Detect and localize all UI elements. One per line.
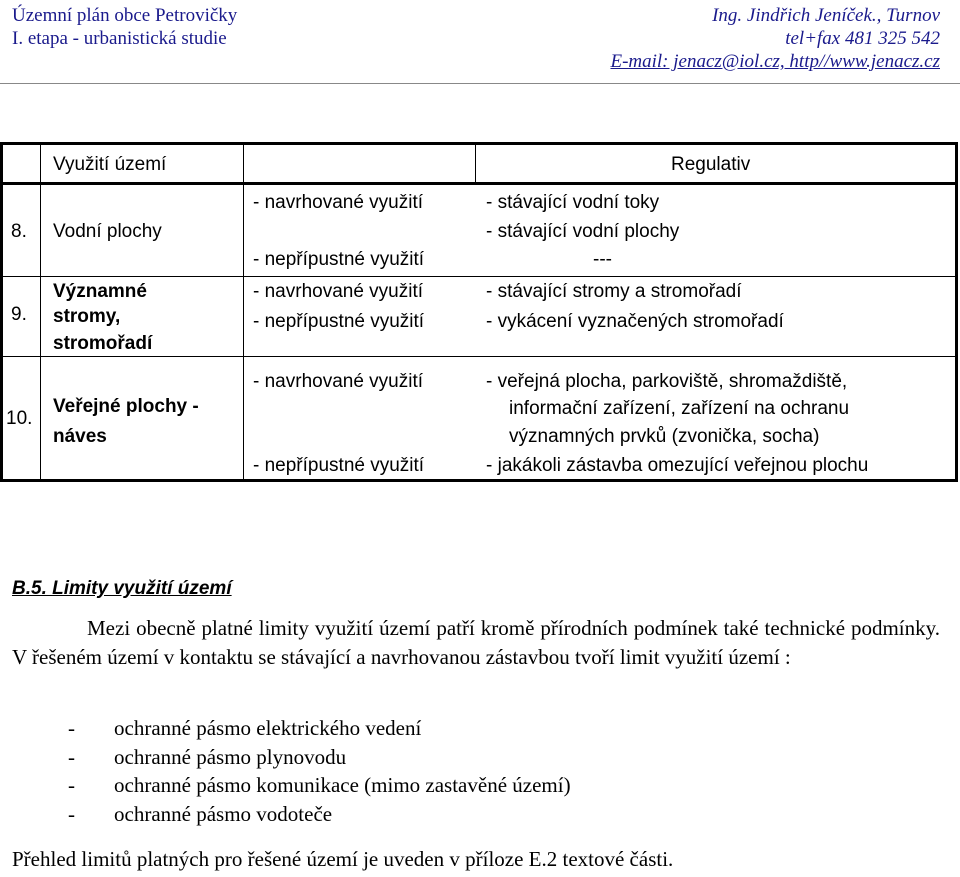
footer-note: Přehled limitů platných pro řešené území je uveden v příloze E.2 textové části. (12, 847, 674, 871)
row-proposed-value: - stávající vodní toky (486, 192, 660, 213)
row-forbidden-value: --- (593, 249, 612, 270)
section-paragraph: Mezi obecně platné limity využití území patří kromě přírodních podmínek také technické podmínky. V řešeném území v kontaktu se stávající a navrhovanou zástavbou tvoří limit využití území : (12, 616, 940, 669)
row-forbidden-value: - vykácení vyznačených stromořadí (486, 311, 784, 332)
list-item-text: ochranné pásmo elektrického vedení (114, 716, 422, 740)
row-forbidden-label: - nepřípustné využití (253, 455, 425, 476)
section-heading: B.5. Limity využití území (12, 578, 232, 599)
row-number: 9. (11, 304, 27, 325)
header-separator (0, 83, 960, 84)
header-contact[interactable]: E-mail: jenacz@iol.cz, http//www.jenacz.cz (610, 51, 940, 72)
list-item (68, 800, 571, 829)
row-forbidden-label: - nepřípustné využití (253, 311, 425, 332)
row-name: Veřejné plochy - (53, 396, 199, 417)
limits-list (68, 714, 571, 828)
row-proposed-value: - stávající vodní plochy (486, 221, 680, 242)
row-name: náves (53, 426, 107, 447)
list-item-text: ochranné pásmo komunikace (mimo zastavěné území) (114, 773, 571, 797)
row-proposed-label: - navrhované využití (253, 192, 424, 213)
row-forbidden-value: - jakákoli zástavba omezující veřejnou plochu (486, 455, 869, 476)
list-item (68, 714, 571, 743)
row-proposed-label: - navrhované využití (253, 371, 424, 392)
row-name: Významné (53, 281, 147, 302)
list-item (68, 743, 571, 772)
list-item-text: ochranné pásmo plynovodu (114, 744, 347, 769)
dash-marker: - (68, 801, 75, 826)
row-name: stromy, (53, 306, 121, 327)
list-item (68, 771, 571, 800)
row-proposed-value: - veřejná plocha, parkoviště, shromaždiště, (486, 371, 848, 392)
header-author: Ing. Jindřich Jeníček., Turnov (712, 5, 940, 26)
list-item-text: ochranné pásmo vodoteče (114, 801, 333, 826)
row-forbidden-label: - nepřípustné využití (253, 249, 425, 270)
header-stage: I. etapa - urbanistická studie (12, 28, 227, 49)
dash-marker: - (68, 773, 75, 797)
col-usage-header: Využití území (53, 154, 167, 175)
header-phone: tel+fax 481 325 542 (785, 28, 940, 49)
row-proposed-value: významných prvků (zvonička, socha) (509, 426, 820, 447)
row-proposed-value: informační zařízení, zařízení na ochranu (509, 398, 850, 419)
row-number: 8. (11, 221, 27, 242)
col-regulation-header: Regulativ (671, 154, 751, 175)
row-name: stromořadí (53, 333, 153, 354)
regulation-table (0, 142, 958, 482)
row-name: Vodní plochy (53, 221, 162, 242)
header-title: Územní plán obce Petrovičky (12, 5, 238, 26)
row-number: 10. (6, 408, 33, 429)
row-proposed-label: - navrhované využití (253, 281, 424, 302)
row-proposed-value: - stávající stromy a stromořadí (486, 281, 742, 302)
dash-marker: - (68, 716, 75, 740)
dash-marker: - (68, 744, 75, 769)
